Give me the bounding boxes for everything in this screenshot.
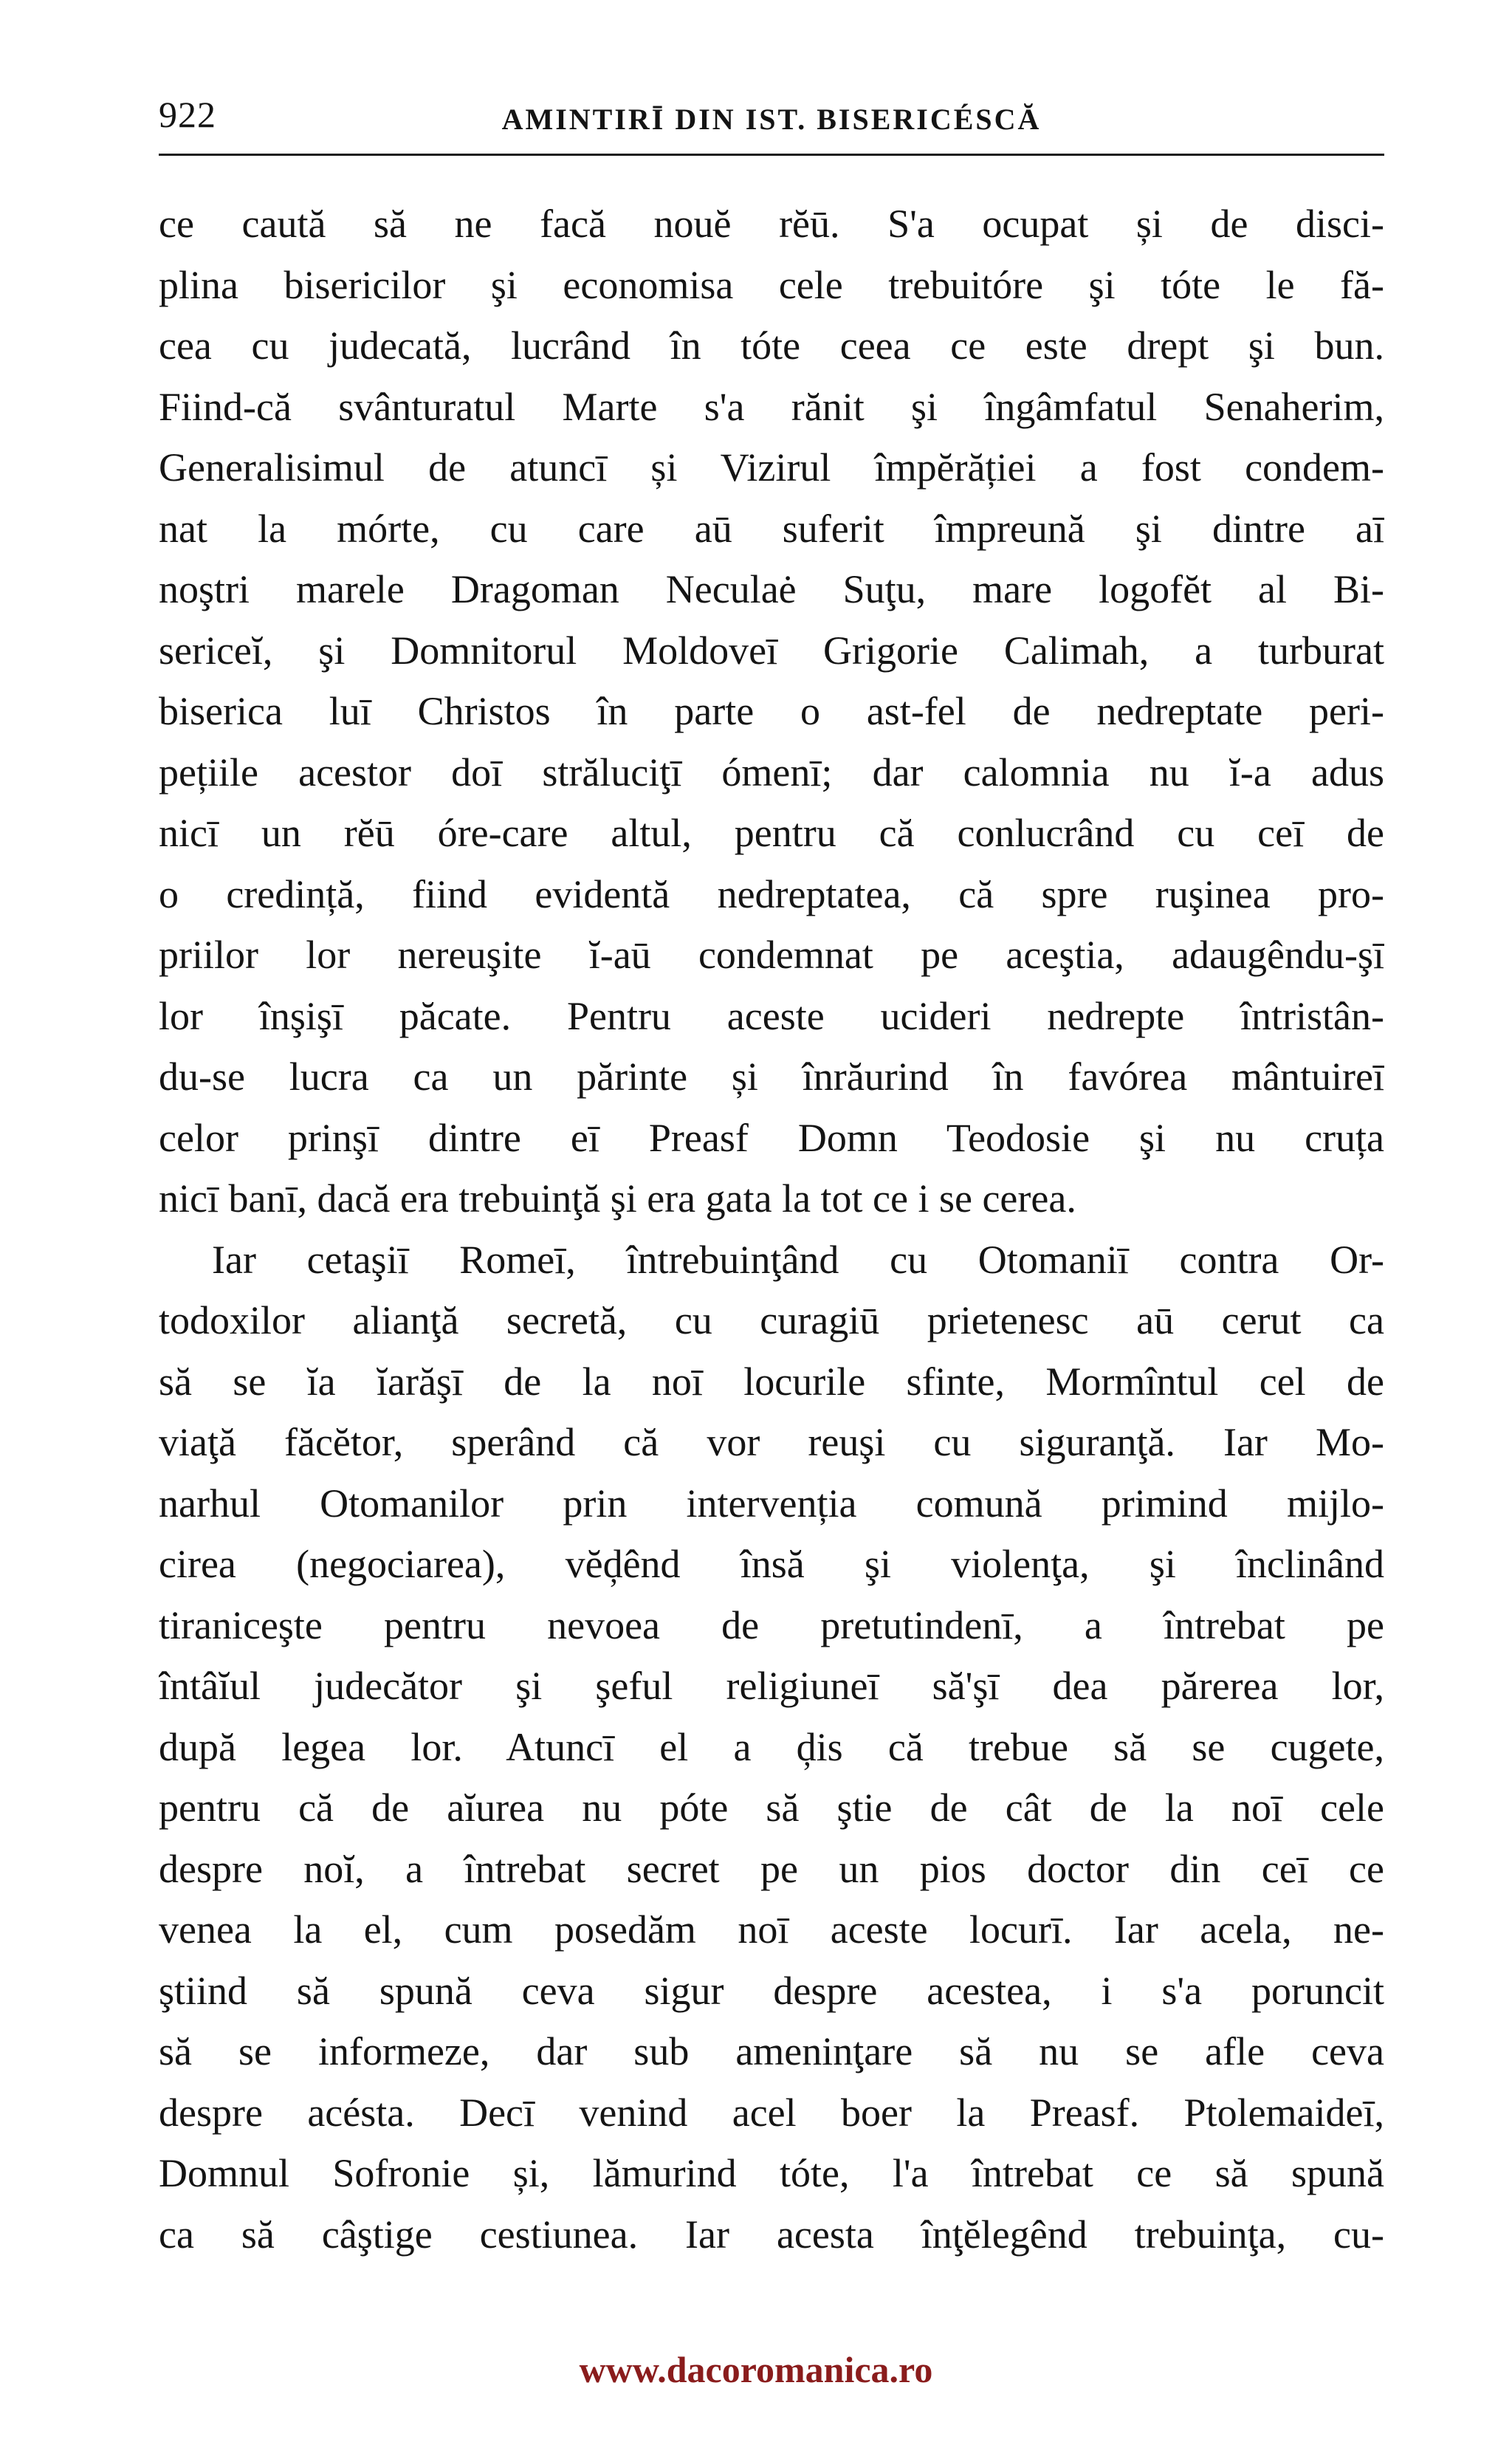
body-text xyxy=(159,193,1384,2265)
text-line: cirea (negociarea), vĕḑênd însă şi violenţa, şi înclinând xyxy=(159,1542,1384,1586)
text-line: nat la mórte, cu care aū suferit împreună şi dintre aī xyxy=(159,506,1384,551)
running-head: AMINTIRĪ DIN IST. BISERICÉSCĂ xyxy=(501,103,1042,136)
text-line: lor înşişī păcate. Pentru aceste ucideri nedrepte întristân- xyxy=(159,993,1384,1038)
text-line: nicī banī, dacă era trebuinţă şi era gata la tot ce i se cerea. xyxy=(159,1176,1076,1221)
text-line: despre noĭ, a întrebat secret pe un pios doctor din ceī ce xyxy=(159,1846,1384,1891)
text-line: ce caută să ne facă nouĕ rĕū. S'a ocupat și de disci- xyxy=(159,202,1384,246)
text-line: Fiind-că svânturatul Marte s'a rănit şi îngâmfatul Senaherim, xyxy=(159,384,1384,429)
text-line: să se ĭa ĭarăşī de la noī locurile sfinte, Mormîntul cel de xyxy=(159,1359,1384,1404)
footer-watermark[interactable]: www.dacoromanica.ro xyxy=(579,2349,933,2390)
text-line: todoxilor alianţă secretă, cu curagiū prietenesc aū cerut ca xyxy=(159,1298,1384,1342)
text-line: ca să câştige cestiunea. Iar acesta înţĕlegênd trebuinţa, cu- xyxy=(159,2212,1384,2257)
text-line: ştiind să spună ceva sigur despre acestea, i s'a poruncit xyxy=(159,1968,1384,2013)
text-line: priilor lor nereuşite ĭ-aū condemnat pe aceştia, adaugêndu-şī xyxy=(159,933,1384,977)
page-header xyxy=(159,87,1384,156)
text-line: tiraniceşte pentru nevoea de pretutindenī, a întrebat pe xyxy=(159,1602,1384,1647)
text-line: plina bisericilor şi economisa cele trebuitóre şi tóte le fă- xyxy=(159,262,1384,307)
text-line: narhul Otomanilor prin intervenția comună primind mijlo- xyxy=(159,1481,1384,1526)
text-line: viaţă făcĕtor, sperând că vor reuşi cu siguranţă. Iar Mo- xyxy=(159,1420,1384,1464)
text-line: sericeĭ, şi Domnitorul Moldoveī Grigorie Calimah, a turburat xyxy=(159,628,1384,673)
text-line: Generalisimul de atuncī și Vizirul împĕrăției a fost condem- xyxy=(159,445,1384,490)
text-line: să se informeze, dar sub ameninţare să nu se afle ceva xyxy=(159,2029,1384,2073)
text-line: pețiile acestor doī străluciţī ómenī; dar calomnia nu ĭ-a adus xyxy=(159,749,1384,795)
text-line: după legea lor. Atuncī el a ḑis că trebue să se cugete, xyxy=(159,1724,1384,1769)
text-line: cea cu judecată, lucrând în tóte ceea ce este drept şi bun. xyxy=(159,323,1384,368)
page-number: 922 xyxy=(159,94,216,135)
text-line: o credință, fiind evidentă nedreptatea, că spre ruşinea pro- xyxy=(159,871,1384,916)
text-line: Iar cetaşiī Romeī, întrebuinţând cu Otomaniī contra Or- xyxy=(212,1237,1384,1282)
text-line: venea la el, cum posedăm noī aceste locurī. Iar acela, ne- xyxy=(159,1907,1384,1952)
text-line: despre acésta. Decī venind acel boer la Preasf. Ptolemaideī, xyxy=(159,2090,1384,2135)
text-line: celor prinşī dintre eī Preasf Domn Teodosie şi nu cruța xyxy=(159,1115,1384,1160)
text-line: noştri marele Dragoman Neculaė Suţu, mare logofĕt al Bi- xyxy=(159,567,1384,611)
text-line: Domnul Sofronie și, lămurind tóte, l'a întrebat ce să spună xyxy=(159,2151,1384,2195)
text-line: du-se lucra ca un părinte și înrăurind în favórea mântuireī xyxy=(159,1054,1384,1099)
text-line: nicī un rĕū óre-care altul, pentru că conlucrând cu ceī de xyxy=(159,811,1384,855)
text-line: biserica luī Christos în parte o ast-fel de nedreptate peri- xyxy=(159,689,1384,733)
text-line: pentru că de aĭurea nu póte să ştie de cât de la noī cele xyxy=(159,1785,1384,1830)
text-line: întâĭul judecător şi şeful religiuneī să'şī dea părerea lor, xyxy=(159,1664,1384,1708)
